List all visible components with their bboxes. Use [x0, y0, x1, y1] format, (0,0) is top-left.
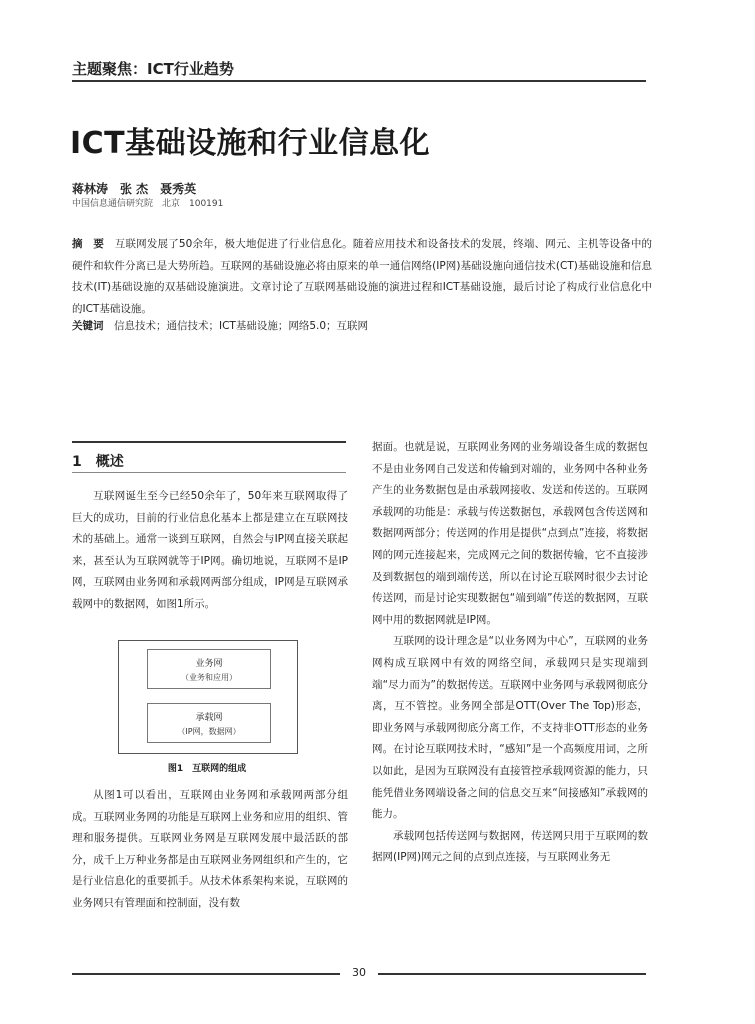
service-network-box: [147, 649, 271, 689]
keywords: [72, 318, 368, 333]
abstract: [72, 234, 652, 320]
header-rule: [72, 80, 646, 82]
keywords-text: 信息技术；通信技术；ICT基础设施；网络5.0；互联网: [114, 320, 369, 332]
affiliation: 中国信息通信研究院 北京 100191: [72, 199, 224, 209]
paragraph: 从图1可以看出，互联网由业务网和承载网两部分组成。互联网业务网的功能是互联网上业务和应用的组织、管理和服务提供。互联网业务网是互联网发展中最活跃的部分，成千上万种业务都是由互联网业务网组织和产生的，它是行业信息化的重要抓手。从技术体系架构来说，互联网的业务网只有管理面和控制面，没有数: [72, 789, 348, 909]
section-heading-rule: [72, 472, 346, 473]
authors: 蒋林涛 张 杰 聂秀英: [72, 182, 197, 196]
section-top-rule: [72, 441, 346, 443]
service-network-subtitle: （业务和应用）: [181, 673, 237, 682]
abstract-text: 互联网发展了50余年，极大地促进了行业信息化。随着应用技术和设备技术的发展，终端、网元、主机等设备中的硬件和软件分离已是大势所趋。互联网的基础设施必将由原来的单一通信网络(IP网)基础设施向通信技术(CT)基础设施和信息技术(IT)基础设施的双基础设施演进。文章讨论了互联网基础设施的演进过程和ICT基础设施，最后讨论了构成行业信息化中的ICT基础设施。: [72, 238, 653, 315]
section-heading: 1 概述: [72, 454, 124, 470]
bearer-network-box: [147, 703, 271, 743]
paragraph: 承载网包括传送网与数据网，传送网只用于互联网的数据网(IP网)网元之间的点到点连接，与互联网业务无: [372, 829, 648, 864]
keywords-label: 关键词: [72, 320, 104, 332]
service-network-title: 业务网: [195, 659, 223, 669]
bearer-network-title: 承载网: [195, 713, 223, 723]
section-label: 主题聚焦：ICT行业趋势: [72, 60, 234, 78]
left-column-top: [72, 486, 348, 616]
footer-rule-right: [378, 973, 646, 975]
paragraph: 互联网诞生至今已经50余年了，50年来互联网取得了巨大的成功，目前的行业信息化基本上都是建立在互联网技术的基础上。通常一谈到互联网，自然会与IP网直接关联起来，甚至认为互联网就等于IP网。确切地说，互联网不是IP网，互联网由业务网和承载网两部分组成，IP网是互联网承载网中的数据网，如图1所示。: [72, 490, 348, 610]
article-title: ICT基础设施和行业信息化: [70, 126, 431, 161]
abstract-label: 摘 要: [72, 238, 105, 250]
figure-1: [118, 640, 298, 754]
figure-caption: 图1 互联网的组成: [167, 764, 247, 774]
footer-rule-left: [72, 973, 340, 975]
bearer-network-subtitle: （IP网，数据网）: [177, 727, 241, 736]
paragraph: 据面。也就是说，互联网业务网的业务端设备生成的数据包不是由业务网自己发送和传输到对端的，业务网中各种业务产生的业务数据包是由承载网接收、发送和传送的。互联网承载网的功能是：承载与传送数据包，承载网包含传送网和数据网两部分；传送网的作用是提供“点到点”连接，将数据网的网元连接起来，完成网元之间的数据传输，它不直接涉及到数据包的端到端传送，所以在讨论互联网时很少去讨论传送网，而是讨论实现数据包“端到端”传送的数据网，互联网中用的数据网就是IP网。: [372, 441, 648, 626]
paragraph: 互联网的设计理念是“以业务网为中心”，互联网的业务网构成互联网中有效的网络空间，承载网只是实现端到端“尽力而为”的数据传送。互联网中业务网与承载网彻底分离，互不管控。业务网全部是OTT(Over The Top)形态，即业务网与承载网彻底分离工作，不支持非OTT形态的业务网。在讨论互联网技术时，“感知”是一个高频度用词，之所以如此，是因为互联网没有直接管控承载网资源的能力，只能凭借业务网端设备之间的信息交互来“间接感知”承载网的能力。: [372, 635, 648, 821]
right-column: [372, 437, 648, 869]
left-column-bottom: [72, 785, 348, 915]
page-number: 30: [352, 966, 366, 979]
